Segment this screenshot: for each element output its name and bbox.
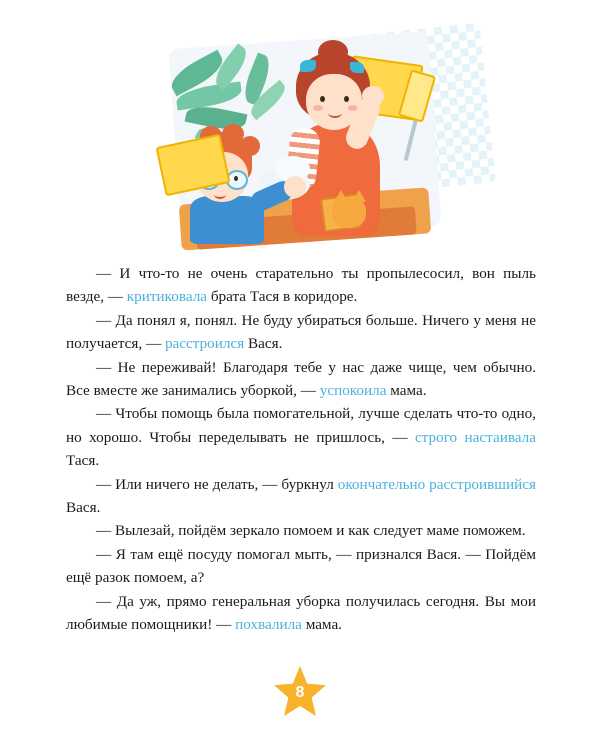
illustration xyxy=(0,0,600,250)
story-paragraph xyxy=(66,262,536,309)
highlighted-verb: строго настаивала xyxy=(414,428,536,446)
story-text-run: — Или ничего не делать, — буркнул xyxy=(96,475,338,493)
story-text-run: — Да уж, прямо генеральная уборка получилась сегодня. Вы мои любимые помощники! — xyxy=(66,592,536,634)
page-number: 8 xyxy=(295,684,305,701)
story-paragraph xyxy=(66,590,536,637)
story-text-run: Вася. xyxy=(66,499,101,517)
story-paragraph xyxy=(66,519,536,542)
story-paragraph xyxy=(66,309,536,356)
story-text-run: мама. xyxy=(301,616,342,634)
story-text-run: — Чтобы помощь была помогательной, лучше сделать что-то одно, но хорошо. Чтобы переделывать не пришлось, — xyxy=(66,405,536,446)
story-paragraph xyxy=(66,473,536,520)
story-text-run: мама. xyxy=(386,382,427,400)
girl-bow-icon xyxy=(300,60,316,72)
star-badge xyxy=(272,664,328,720)
story-paragraph xyxy=(66,543,536,590)
story-paragraph xyxy=(66,356,536,403)
story-text-run: — Не переживай! Благодаря тебе у нас даже чище, чем обычно. Все вместе же занимались уборкой, — xyxy=(66,358,536,400)
boy-eye xyxy=(234,176,238,181)
story-text-run: — Да понял я, понял. Не буду убираться больше. Ничего у меня не получается, — xyxy=(66,311,536,353)
boy-hand xyxy=(284,176,306,198)
boy-mouth xyxy=(214,190,226,199)
story-text-run: Вася. xyxy=(244,335,283,353)
illustration-scene xyxy=(0,0,600,250)
story-text-run: — И что-то не очень старательно ты пропылесосил, вон пыль везде, — xyxy=(66,265,536,306)
story-text xyxy=(66,262,536,637)
girl-bow-icon xyxy=(350,62,364,73)
girl-eye xyxy=(344,96,349,102)
highlighted-verb: успокоила xyxy=(319,382,387,400)
story-text-run: Тася. xyxy=(66,452,100,470)
girl-eye xyxy=(320,96,325,102)
story-paragraph xyxy=(66,402,536,472)
highlighted-verb: окончательно расстроившийся xyxy=(337,475,536,493)
highlighted-verb: расстроился xyxy=(164,335,245,353)
girl-cheek xyxy=(313,105,323,111)
story-text-run: — Вылезай, пойдём зеркало помоем и как следует маме поможем. xyxy=(96,522,526,540)
girl-mouth xyxy=(328,108,342,118)
cat-icon xyxy=(332,198,366,228)
story-text-run: брата Тася в коридоре. xyxy=(207,288,358,306)
girl-hand xyxy=(362,86,384,106)
highlighted-verb: похвалила xyxy=(235,616,302,634)
highlighted-verb: критиковала xyxy=(126,288,208,306)
story-text-run: — Я там ещё посуду помогал мыть, — признался Вася. — Пойдём ещё разок помоем, а? xyxy=(66,545,536,587)
page-footer xyxy=(0,664,600,724)
